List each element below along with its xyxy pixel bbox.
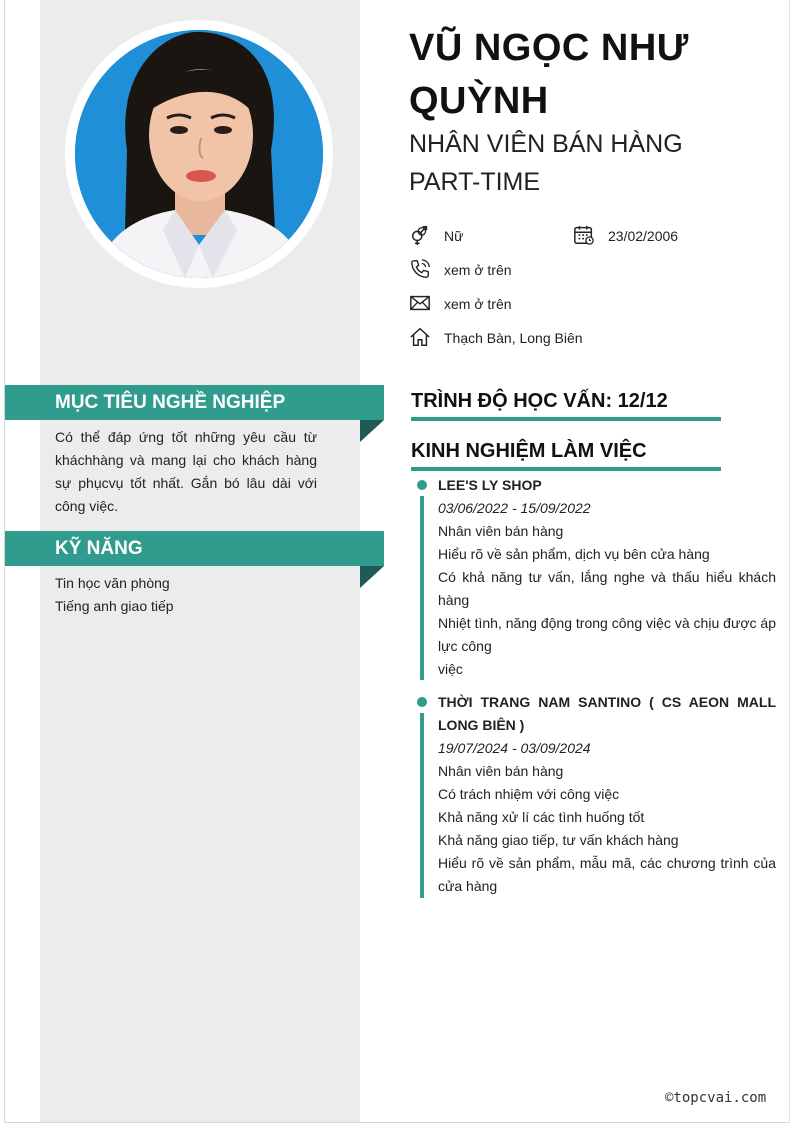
address-row	[409, 326, 709, 350]
gender-icon	[409, 224, 431, 246]
experience-heading: KINH NGHIỆM LÀM VIỆC	[411, 437, 721, 471]
avatar	[65, 20, 333, 288]
ribbon-fold	[360, 420, 384, 442]
ribbon-fold	[360, 566, 384, 588]
birthdate-row	[573, 224, 773, 248]
skills-heading: KỸ NĂNG	[5, 531, 384, 566]
phone-row	[409, 258, 709, 282]
calendar-icon	[573, 224, 595, 246]
phone-value: xem ở trên	[444, 262, 512, 278]
email-row	[409, 292, 709, 316]
timeline-line	[420, 713, 424, 898]
job-line: Có trách nhiệm với công việc	[438, 786, 620, 802]
job-line: Khả năng giao tiếp, tư vấn khách hàng	[438, 832, 679, 848]
job-line: Nhân viên bán hàng	[438, 523, 564, 539]
timeline-line	[420, 496, 424, 680]
timeline-dot	[417, 697, 427, 707]
profile-photo	[75, 30, 323, 278]
job-line: Khả năng xử lí các tình huống tốt	[438, 809, 645, 825]
email-value: xem ở trên	[444, 296, 512, 312]
gender-value: Nữ	[444, 228, 464, 244]
skill-item: Tin học văn phòng	[55, 575, 170, 591]
education-heading: TRÌNH ĐỘ HỌC VẤN: 12/12	[411, 387, 721, 421]
job-company: THỜI TRANG NAM SANTINO ( CS AEON MALL LONG BIÊN )	[438, 694, 776, 733]
job-line: việc	[438, 661, 463, 677]
envelope-icon	[409, 292, 431, 314]
address-value: Thạch Bàn, Long Biên	[444, 330, 583, 346]
job-line: Có khả năng tư vấn, lắng nghe và thấu hiểu khách hàng	[438, 569, 776, 608]
job-entry	[438, 474, 776, 681]
job-entry	[438, 691, 776, 898]
gender-row	[409, 224, 569, 248]
home-icon	[409, 326, 431, 348]
job-line: Hiểu rõ về sản phẩm, mẫu mã, các chương trình của cửa hàng	[438, 855, 776, 894]
candidate-name: VŨ NGỌC NHƯ QUỲNH	[409, 27, 689, 122]
job-dates: 03/06/2022 - 15/09/2022	[438, 500, 591, 516]
job-line: Hiểu rõ về sản phẩm, dịch vụ bên cửa hàng	[438, 546, 710, 562]
objective-heading: MỤC TIÊU NGHỀ NGHIỆP	[5, 385, 384, 420]
phone-icon	[409, 258, 431, 280]
timeline-dot	[417, 480, 427, 490]
job-company: LEE'S LY SHOP	[438, 477, 542, 493]
watermark: ©topcvai.com	[665, 1090, 767, 1106]
job-line: Nhiệt tình, năng động trong công việc và chịu được áp lực công	[438, 615, 776, 654]
objective-text: Có thể đáp ứng tốt những yêu cầu từ kháchhàng và mang lại cho khách hàng sự phụcvụ tốt nhất. Gắn bó lâu dài với công việc.	[55, 429, 317, 514]
birthdate-value: 23/02/2006	[608, 228, 679, 244]
job-dates: 19/07/2024 - 03/09/2024	[438, 740, 591, 756]
skill-item: Tiếng anh giao tiếp	[55, 598, 174, 614]
job-line: Nhân viên bán hàng	[438, 763, 564, 779]
job-title: NHÂN VIÊN BÁN HÀNG PART-TIME	[409, 130, 683, 196]
skills-list	[55, 572, 317, 618]
cv-page	[4, 0, 790, 1123]
